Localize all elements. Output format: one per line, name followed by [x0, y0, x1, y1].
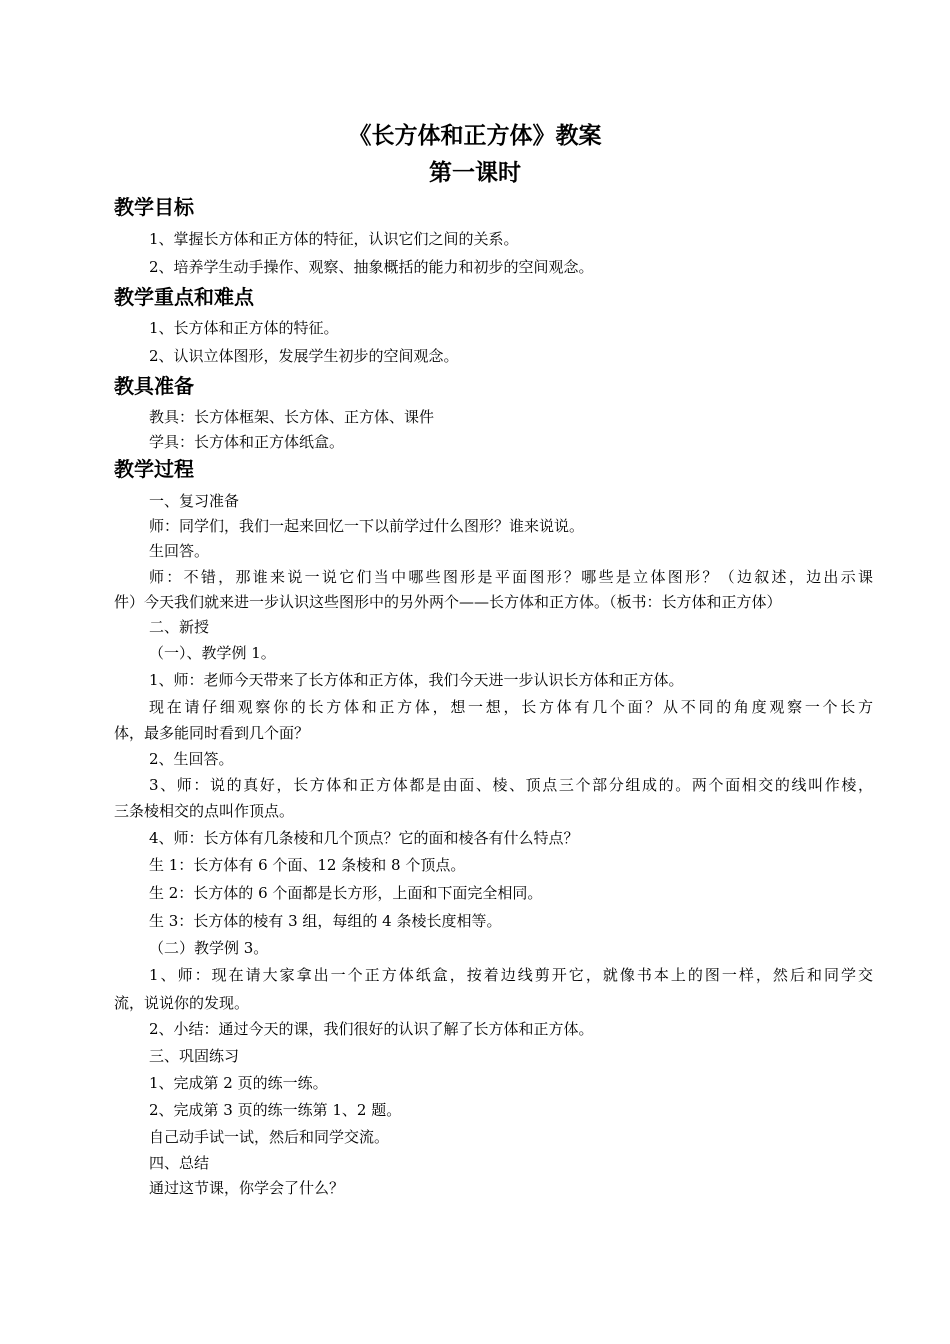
- paragraph: 生回答。: [149, 542, 210, 560]
- paragraph: 师：不错，那谁来说一说它们当中哪些图形是平面图形？哪些是立体图形？（边叙述，边出示课: [149, 568, 873, 586]
- paragraph: 4、师：长方体有几条棱和几个顶点？它的面和棱各有什么特点？: [149, 829, 579, 847]
- paragraph: 1、掌握长方体和正方体的特征，认识它们之间的关系。: [149, 230, 519, 248]
- paragraph: 2、培养学生动手操作、观察、抽象概括的能力和初步的空间观念。: [149, 258, 594, 276]
- paragraph: 件）今天我们就来进一步认识这些图形中的另外两个——长方体和正方体。（板书：长方体和正方体）: [114, 593, 782, 611]
- section-heading-goals: 教学目标: [114, 195, 194, 219]
- paragraph: 生 2：长方体的 6 个面都是长方形，上面和下面完全相同。: [149, 884, 543, 902]
- paragraph: 四、总结: [149, 1154, 210, 1172]
- paragraph: 1、完成第 2 页的练一练。: [149, 1074, 328, 1092]
- paragraph: 1、师：现在请大家拿出一个正方体纸盒，按着边线剪开它，就像书本上的图一样，然后和同学交: [149, 966, 873, 984]
- paragraph: 1、长方体和正方体的特征。: [149, 319, 339, 337]
- paragraph: 现在请仔细观察你的长方体和正方体，想一想，长方体有几个面？从不同的角度观察一个长方: [149, 698, 873, 716]
- paragraph: 流，说说你的发现。: [114, 994, 250, 1012]
- paragraph: 师：同学们，我们一起来回忆一下以前学过什么图形？谁来说说。: [149, 517, 585, 535]
- paragraph: 二、新授: [149, 618, 210, 636]
- paragraph: 三、巩固练习: [149, 1047, 240, 1065]
- paragraph: 一、复习准备: [149, 492, 240, 510]
- paragraph: 2、认识立体图形，发展学生初步的空间观念。: [149, 347, 459, 365]
- paragraph: 三条棱相交的点叫作顶点。: [114, 802, 295, 820]
- section-heading-focus: 教学重点和难点: [114, 285, 254, 309]
- paragraph: 2、完成第 3 页的练一练第 1、2 题。: [149, 1101, 402, 1119]
- paragraph: 生 1：长方体有 6 个面、12 条棱和 8 个顶点。: [149, 856, 466, 874]
- section-heading-tools: 教具准备: [114, 374, 194, 398]
- document-subtitle: 第一课时: [429, 159, 521, 186]
- paragraph: 教具：长方体框架、长方体、正方体、课件: [149, 408, 435, 426]
- paragraph: 3、师：说的真好，长方体和正方体都是由面、棱、顶点三个部分组成的。两个面相交的线叫作棱，: [149, 776, 873, 794]
- paragraph: 2、生回答。: [149, 750, 234, 768]
- paragraph: 体，最多能同时看到几个面？: [114, 724, 310, 742]
- paragraph: 2、小结：通过今天的课，我们很好的认识了解了长方体和正方体。: [149, 1020, 594, 1038]
- paragraph: 自己动手试一试，然后和同学交流。: [149, 1128, 390, 1146]
- paragraph: 学具：长方体和正方体纸盒。: [149, 433, 345, 451]
- paragraph: 通过这节课，你学会了什么？: [149, 1179, 345, 1197]
- paragraph: （一）、教学例 1。: [149, 644, 276, 662]
- section-heading-process: 教学过程: [114, 457, 194, 481]
- paragraph: 1、师：老师今天带来了长方体和正方体，我们今天进一步认识长方体和正方体。: [149, 671, 684, 689]
- paragraph: （二）教学例 3。: [149, 939, 269, 957]
- paragraph: 生 3：长方体的棱有 3 组，每组的 4 条棱长度相等。: [149, 912, 502, 930]
- document-title: 《长方体和正方体》教案: [348, 122, 602, 149]
